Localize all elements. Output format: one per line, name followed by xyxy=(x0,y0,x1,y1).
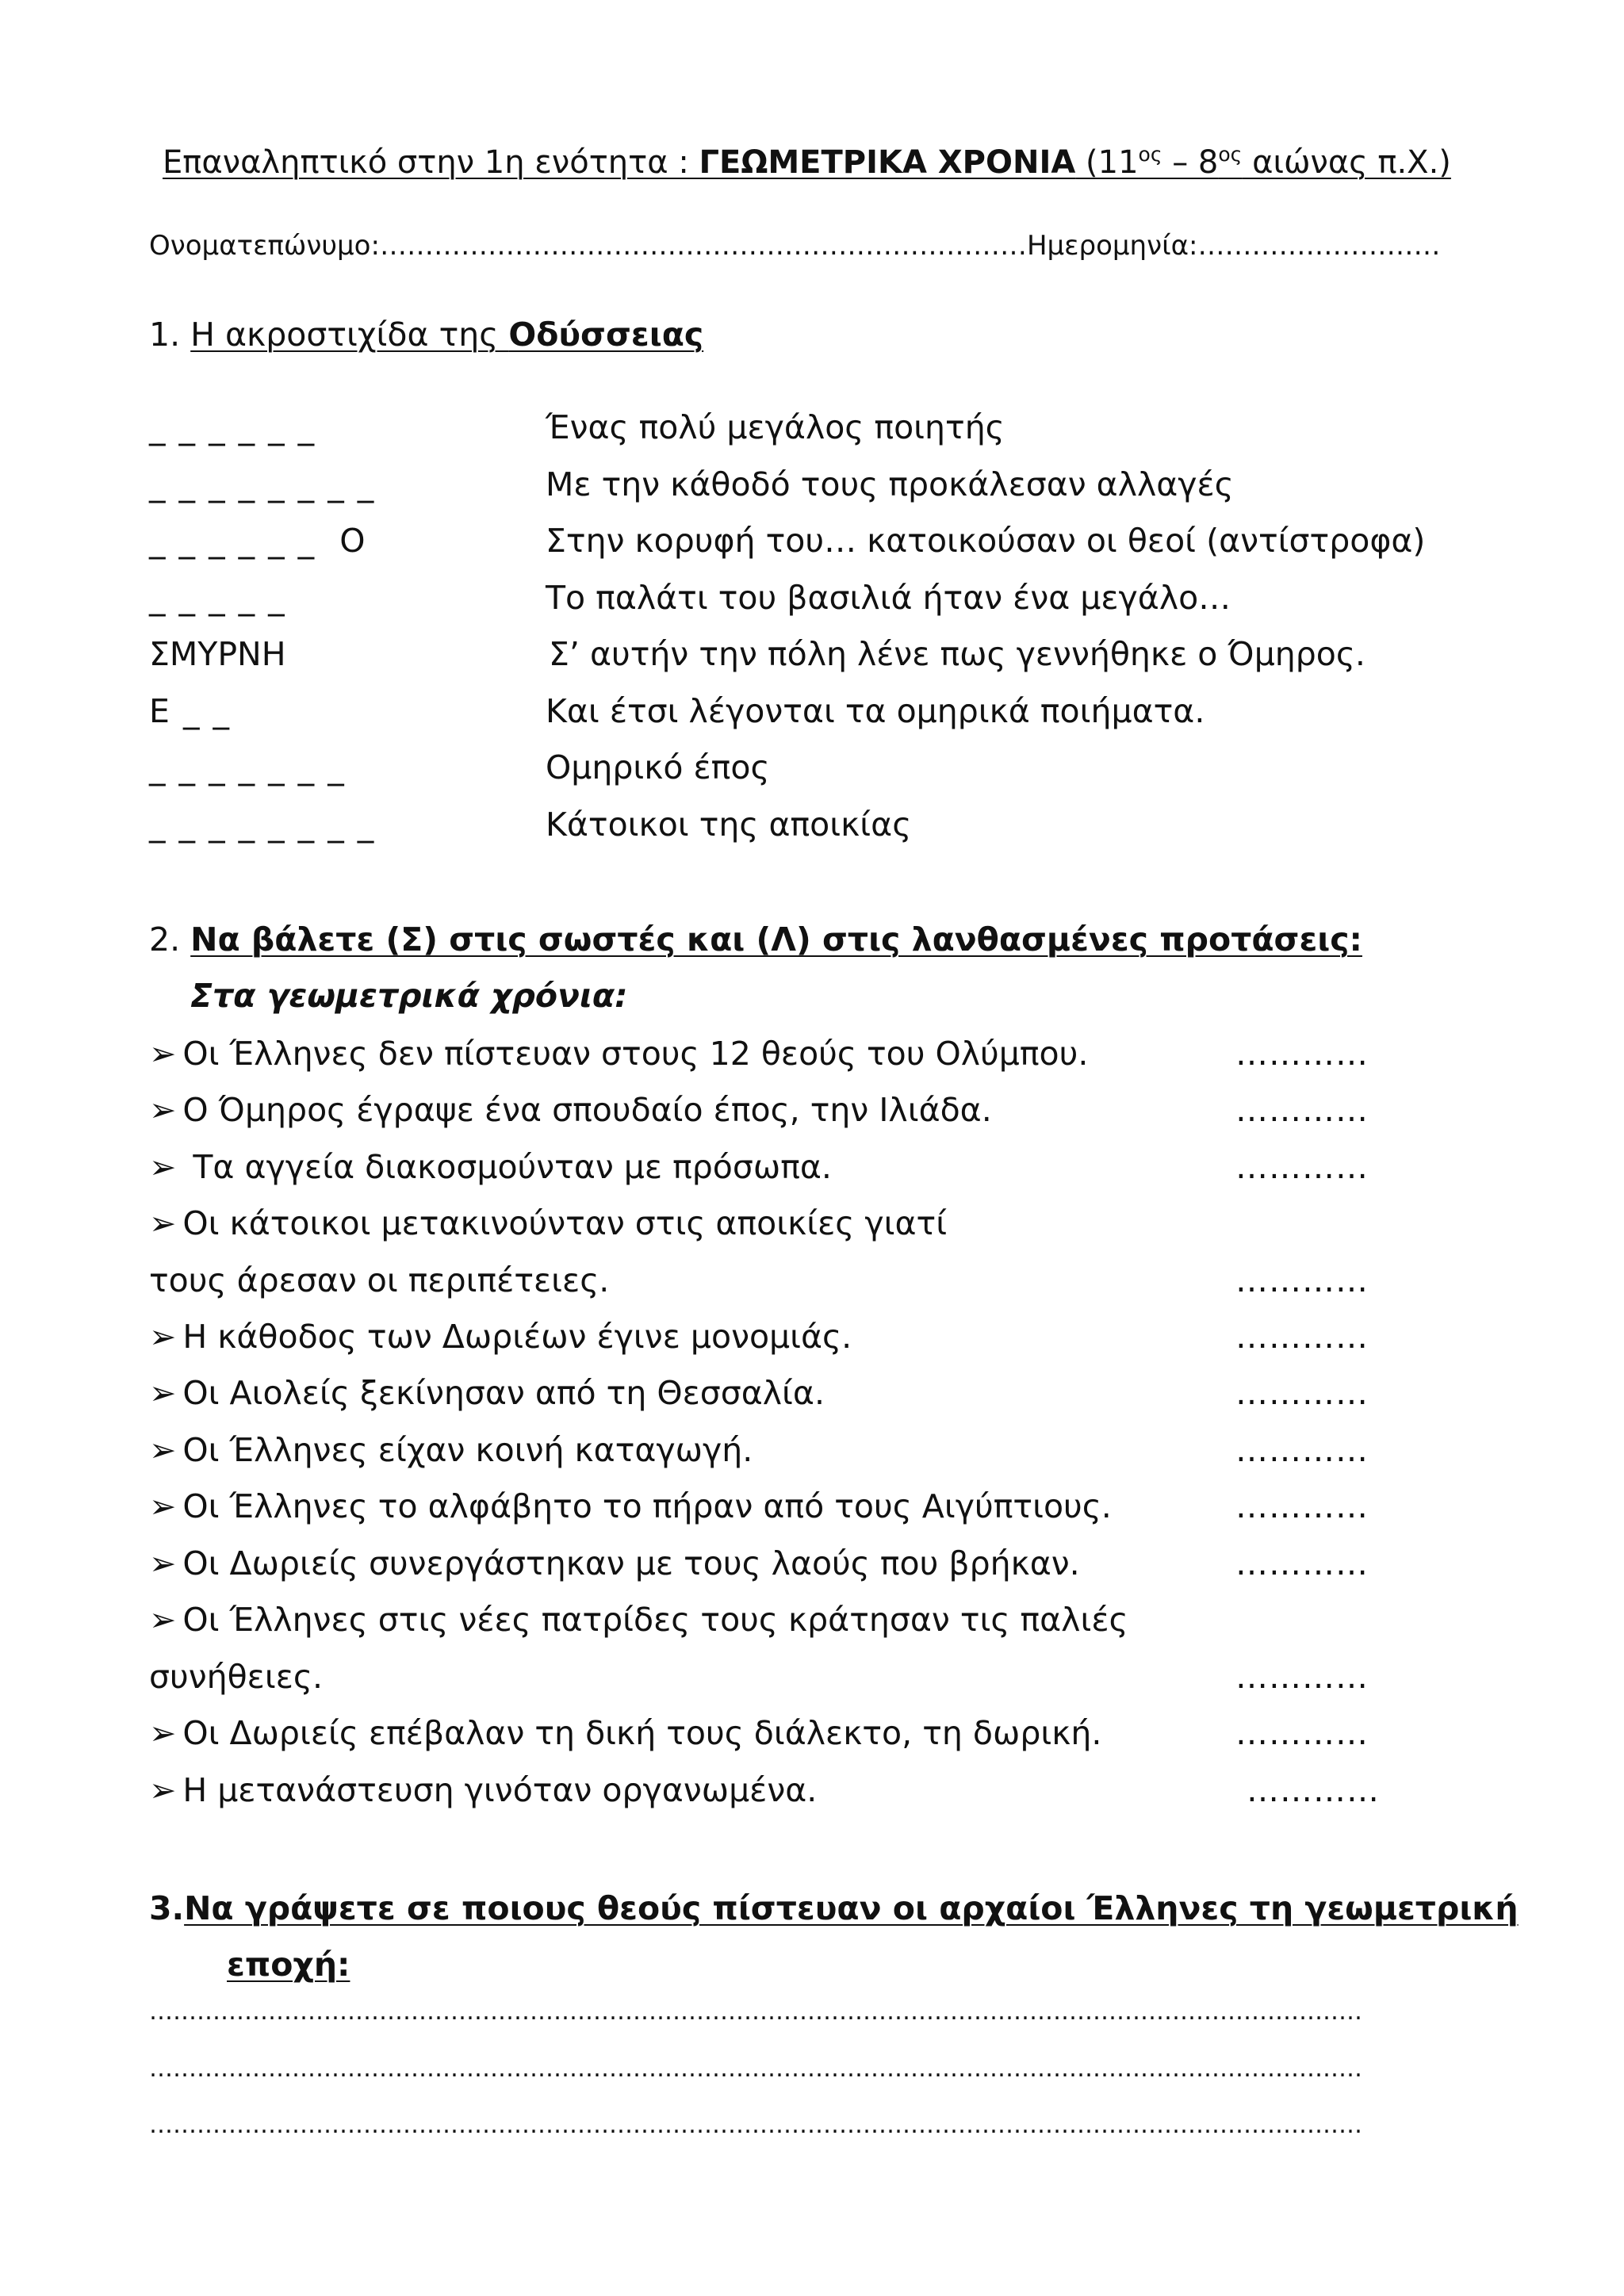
answer-blank-7[interactable]: ………… xyxy=(1235,1431,1369,1469)
q1-label-bold: Οδύσσειας xyxy=(508,316,704,354)
answer-blank-6[interactable]: ………… xyxy=(1235,1374,1369,1412)
statement-text: Οι Έλληνες είχαν κοινή καταγωγή. xyxy=(182,1431,753,1469)
q3-title-line1: Να γράψετε σε ποιους θεούς πίστευαν οι αρχαίοι Έλληνες τη γεωμετρική xyxy=(184,1889,1519,1927)
statement-text: Οι Αιολείς ξεκίνησαν από τη Θεσσαλία. xyxy=(182,1374,825,1412)
q3-title-line2: εποχή: xyxy=(227,1946,350,1984)
bullet-arrow-icon: ➢ xyxy=(149,1204,177,1242)
q1-heading xyxy=(149,316,703,354)
acrostic-answer-1: _ _ _ _ _ _ xyxy=(149,408,316,446)
answer-blank-9[interactable]: ………… xyxy=(1235,1544,1369,1582)
answer-line-2[interactable]: ……………………………………………………………………………………………………………………………………… xyxy=(149,2055,1362,2083)
worksheet-title xyxy=(163,143,1451,182)
statement-text: Οι Δωριείς επέβαλαν τη δική τους διάλεκτο, τη δωρική. xyxy=(182,1714,1102,1752)
bullet-arrow-icon: ➢ xyxy=(149,1318,177,1356)
statement-7 xyxy=(149,1431,753,1470)
statement-10-continued: συνήθειες. xyxy=(149,1658,323,1696)
answer-blank-4[interactable]: ………… xyxy=(1235,1261,1369,1299)
answer-blank-8[interactable]: ………… xyxy=(1235,1487,1369,1525)
q2-number: 2. xyxy=(149,920,181,959)
bullet-arrow-icon: ➢ xyxy=(149,1431,177,1469)
statement-10 xyxy=(149,1601,1128,1640)
q2-heading xyxy=(149,920,1362,959)
statement-4-continued: τους άρεσαν οι περιπέτειες. xyxy=(149,1261,610,1299)
bullet-arrow-icon: ➢ xyxy=(149,1487,177,1525)
answer-blank-5[interactable]: ………… xyxy=(1235,1318,1369,1356)
acrostic-clue-5: Σ’ αυτήν την πόλη λένε πως γεννήθηκε ο Όμηρος. xyxy=(549,635,1365,673)
statement-2 xyxy=(149,1091,992,1130)
acrostic-clue-1: Ένας πολύ μεγάλος ποιητής xyxy=(546,408,1005,446)
title-end: αιώνας π.Χ.) xyxy=(1242,144,1451,181)
statement-text: Οι Έλληνες δεν πίστευαν στους 12 θεούς του Ολύμπου. xyxy=(182,1035,1089,1073)
statement-text: Ο Όμηρος έγραψε ένα σπουδαίο έπος, την Ιλιάδα. xyxy=(182,1091,992,1129)
title-sup-2: ος xyxy=(1218,143,1243,166)
q3-heading xyxy=(149,1889,1519,1928)
statement-5 xyxy=(149,1318,852,1357)
statement-3 xyxy=(149,1148,832,1187)
q2-subtitle: Στα γεωμετρικά χρόνια: xyxy=(190,977,628,1015)
acrostic-clue-3: Στην κορυφή του… κατοικούσαν οι θεοί (αντίστροφα) xyxy=(546,522,1426,560)
acrostic-answer-8: _ _ _ _ _ _ _ _ xyxy=(149,806,376,844)
q1-number: 1. xyxy=(149,316,181,354)
name-date-line: Ονοματεπώνυμο:………………………………………………………………Ημερομηνία:……………………… xyxy=(149,230,1441,262)
title-open: (11 xyxy=(1075,144,1139,181)
answer-blank-12[interactable]: ………… xyxy=(1247,1771,1380,1809)
answer-blank-3[interactable]: ………… xyxy=(1235,1148,1369,1186)
statement-text: Οι Έλληνες στις νέες πατρίδες τους κράτησαν τις παλιές xyxy=(182,1601,1128,1639)
bullet-arrow-icon: ➢ xyxy=(149,1035,177,1073)
q3-number: 3. xyxy=(149,1889,185,1927)
title-sup-1: ος xyxy=(1138,143,1162,166)
statement-8 xyxy=(149,1487,1112,1526)
acrostic-clue-4: Το παλάτι του βασιλιά ήταν ένα μεγάλο… xyxy=(546,579,1231,617)
statement-6 xyxy=(149,1374,825,1413)
answer-line-3[interactable]: ……………………………………………………………………………………………………………………………………… xyxy=(149,2111,1362,2139)
title-main: ΓΕΩΜΕΤΡΙΚΑ ΧΡΟΝΙΑ xyxy=(699,144,1076,181)
acrostic-answer-6: Ε _ _ xyxy=(149,692,231,730)
statement-9 xyxy=(149,1544,1080,1583)
bullet-arrow-icon: ➢ xyxy=(149,1544,177,1582)
answer-line-1[interactable]: ……………………………………………………………………………………………………………………………………… xyxy=(149,1998,1362,2026)
answer-blank-1[interactable]: ………… xyxy=(1235,1035,1369,1073)
bullet-arrow-icon: ➢ xyxy=(149,1091,177,1129)
statement-1 xyxy=(149,1035,1088,1073)
statement-text: Η κάθοδος των Δωριέων έγινε μονομιάς. xyxy=(182,1318,852,1356)
bullet-arrow-icon: ➢ xyxy=(149,1771,177,1809)
statement-11 xyxy=(149,1714,1101,1753)
acrostic-answer-7: _ _ _ _ _ _ _ xyxy=(149,748,346,786)
statement-text: Τα αγγεία διακοσμούνταν με πρόσωπα. xyxy=(182,1148,832,1186)
title-prefix: Επαναληπτικό στην 1η ενότητα : xyxy=(163,144,699,181)
bullet-arrow-icon: ➢ xyxy=(149,1148,177,1186)
statement-text: Οι κάτοικοι μετακινούνταν στις αποικίες γιατί xyxy=(182,1204,948,1242)
q2-title: Να βάλετε (Σ) στις σωστές και (Λ) στις λανθασμένες προτάσεις: xyxy=(190,920,1362,959)
bullet-arrow-icon: ➢ xyxy=(149,1374,177,1412)
statement-text: Οι Έλληνες το αλφάβητο το πήραν από τους Αιγύπτιους. xyxy=(182,1487,1112,1525)
answer-blank-10[interactable]: ………… xyxy=(1235,1658,1369,1696)
acrostic-answer-3: _ _ _ _ _ _ Ο xyxy=(149,522,367,560)
q1-label xyxy=(190,316,703,354)
acrostic-answer-2: _ _ _ _ _ _ _ _ xyxy=(149,465,376,503)
statement-text: Η μετανάστευση γινόταν οργανωμένα. xyxy=(182,1771,818,1809)
statement-text: Οι Δωριείς συνεργάστηκαν με τους λαούς που βρήκαν. xyxy=(182,1544,1080,1582)
bullet-arrow-icon: ➢ xyxy=(149,1714,177,1752)
answer-blank-11[interactable]: ………… xyxy=(1235,1714,1369,1752)
statement-12 xyxy=(149,1771,817,1810)
answer-blank-2[interactable]: ………… xyxy=(1235,1091,1369,1129)
acrostic-clue-8: Κάτοικοι της αποικίας xyxy=(546,806,912,844)
title-mid: – 8 xyxy=(1162,144,1219,181)
acrostic-clue-2: Με την κάθοδό τους προκάλεσαν αλλαγές xyxy=(546,465,1234,503)
acrostic-clue-7: Ομηρικό έπος xyxy=(546,748,770,786)
bullet-arrow-icon: ➢ xyxy=(149,1601,177,1639)
acrostic-answer-5: ΣΜΥΡΝΗ xyxy=(149,635,286,673)
acrostic-answer-4: _ _ _ _ _ xyxy=(149,579,286,617)
statement-4 xyxy=(149,1204,947,1243)
acrostic-clue-6: Και έτσι λέγονται τα ομηρικά ποιήματα. xyxy=(546,692,1205,730)
q1-label-text: Η ακροστιχίδα της xyxy=(190,316,509,354)
